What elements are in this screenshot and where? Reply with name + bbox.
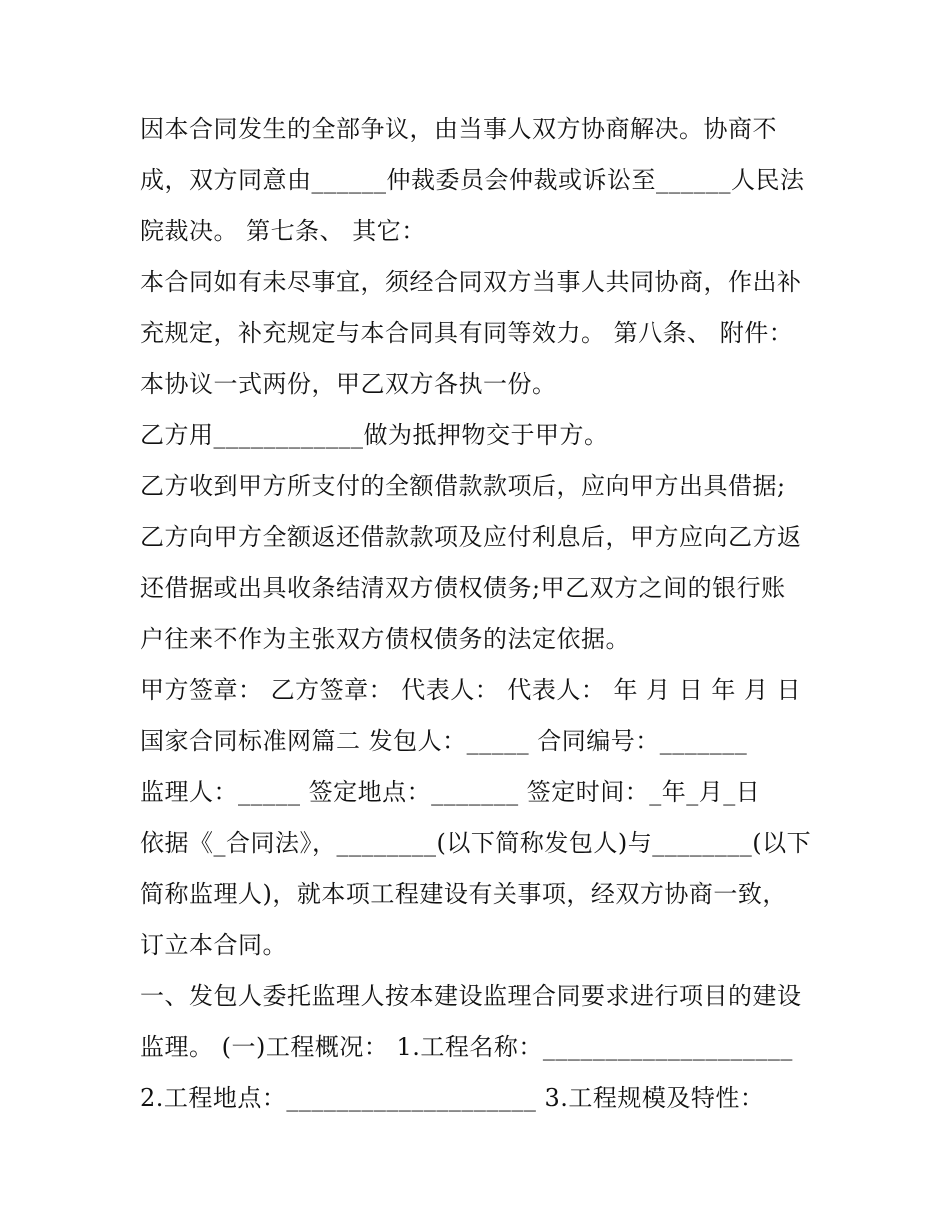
text-line: 充规定，补充规定与本合同具有同等效力。 第八条、 附件： (140, 319, 794, 347)
text-line: 成，双方同意由______仲裁委员会仲裁或诉讼至______人民法 (140, 166, 805, 194)
text-line: 院裁决。 第七条、 其它： (140, 217, 426, 245)
text-line: 订立本合同。 (140, 931, 287, 959)
text-line: 本合同如有未尽事宜，须经合同双方当事人共同协商，作出补 (140, 268, 802, 296)
text-line: 因本合同发生的全部争议，由当事人双方协商解决。协商不 (140, 115, 777, 143)
text-line: 监理人：_____ 签定地点：_______ 签定时间：_年_月_日 (140, 778, 761, 806)
text-line: 甲方签章： 乙方签章： 代表人： 代表人： 年 月 日 年 月 日 (140, 676, 802, 704)
text-line: 监理。 (一)工程概况： 1.工程名称：____________________ (140, 1033, 793, 1061)
text-line: 户往来不作为主张双方债权债务的法定依据。 (140, 625, 630, 653)
text-line: 乙方向甲方全额返还借款款项及应付利息后，甲方应向乙方返 (140, 523, 802, 551)
text-line: 2.工程地点：____________________ 3.工程规模及特性： (140, 1084, 765, 1112)
text-line: 依据《_合同法》，________(以下简称发包人)与________(以下 (140, 829, 812, 857)
document-body (140, 104, 820, 1124)
text-line: 还借据或出具收条结清双方债权债务;甲乙双方之间的银行账 (140, 574, 786, 602)
text-line: 乙方用____________做为抵押物交于甲方。 (140, 421, 609, 449)
text-line: 国家合同标准网篇二 发包人：_____ 合同编号：_______ (140, 727, 748, 755)
text-line: 本协议一式两份，甲乙双方各执一份。 (140, 370, 557, 398)
text-line: 简称监理人)，就本项工程建设有关事项，经双方协商一致， (140, 880, 787, 908)
text-line: 乙方收到甲方所支付的全额借款款项后，应向甲方出具借据; (140, 472, 786, 500)
text-line: 一、发包人委托监理人按本建设监理合同要求进行项目的建设 (140, 982, 802, 1010)
